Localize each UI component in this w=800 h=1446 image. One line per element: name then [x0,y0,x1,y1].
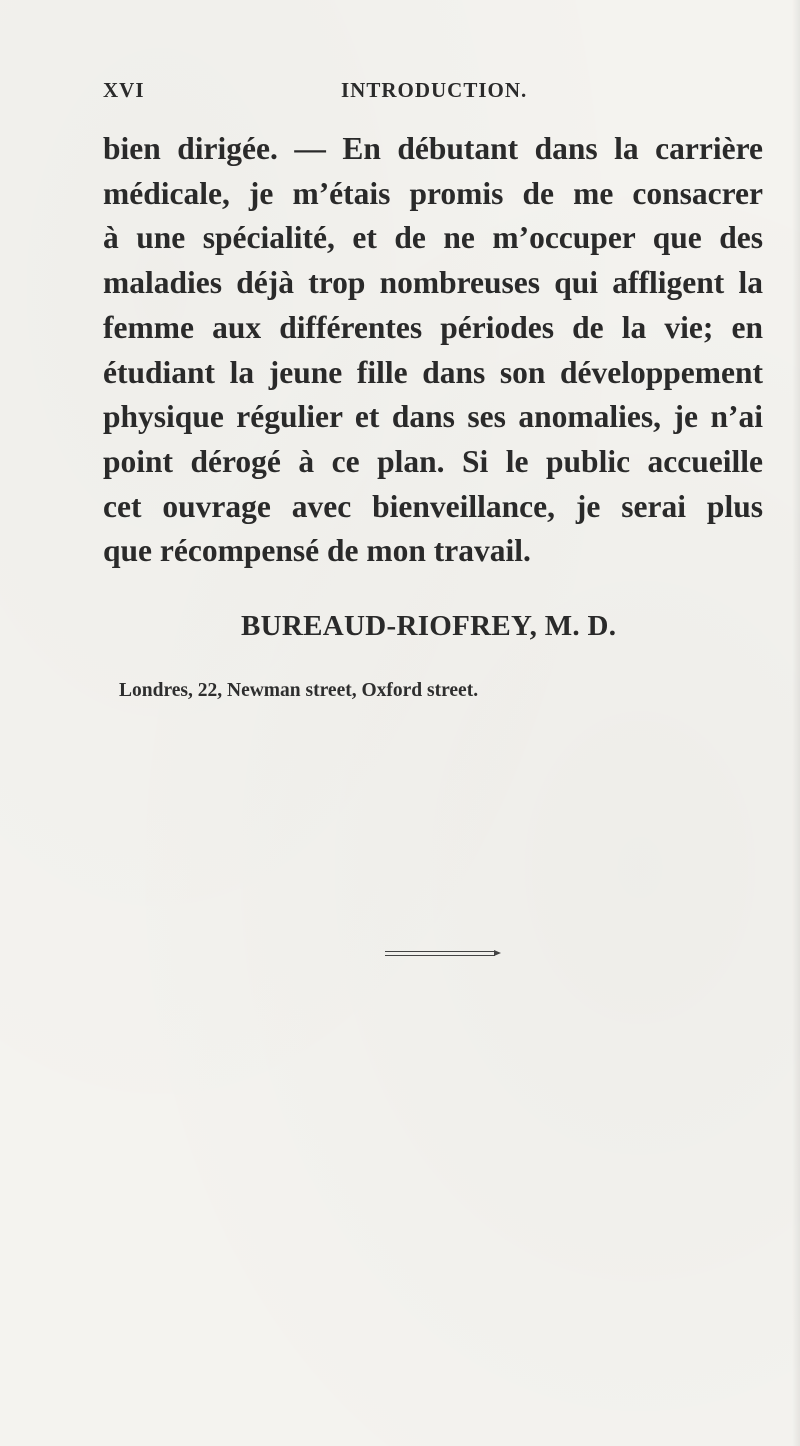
author-address: Londres, 22, Newman street, Oxford street. [119,680,479,701]
text-line: cet ouvrage avec bienveillance, je serai plus [103,488,763,524]
text-line: à une spécialité, et de ne m’occuper que des [103,220,763,256]
end-rule-ornament [385,951,495,956]
page-edge-shadow [792,0,800,1446]
text-line: maladies déjà trop nombreuses qui affligent la [103,265,763,301]
running-head [103,78,743,108]
running-title: INTRODUCTION. [341,78,528,102]
text-line: médicale, je m’étais promis de me consacrer [103,175,763,211]
page-number: XVI [103,78,145,102]
text-line: étudiant la jeune fille dans son développement [103,354,763,390]
author-signature: BUREAUD-RIOFREY, M. D. [241,610,617,642]
body-paragraph [103,127,763,574]
text-line: physique régulier et dans ses anomalies, je n’ai [103,399,763,435]
text-line: femme aux différentes périodes de la vie; en [103,309,763,345]
text-line: que récompensé de mon travail. [103,533,531,569]
text-line: bien dirigée. — En débutant dans la carrière [103,131,763,166]
text-line: point dérogé à ce plan. Si le public accueille [103,443,763,479]
